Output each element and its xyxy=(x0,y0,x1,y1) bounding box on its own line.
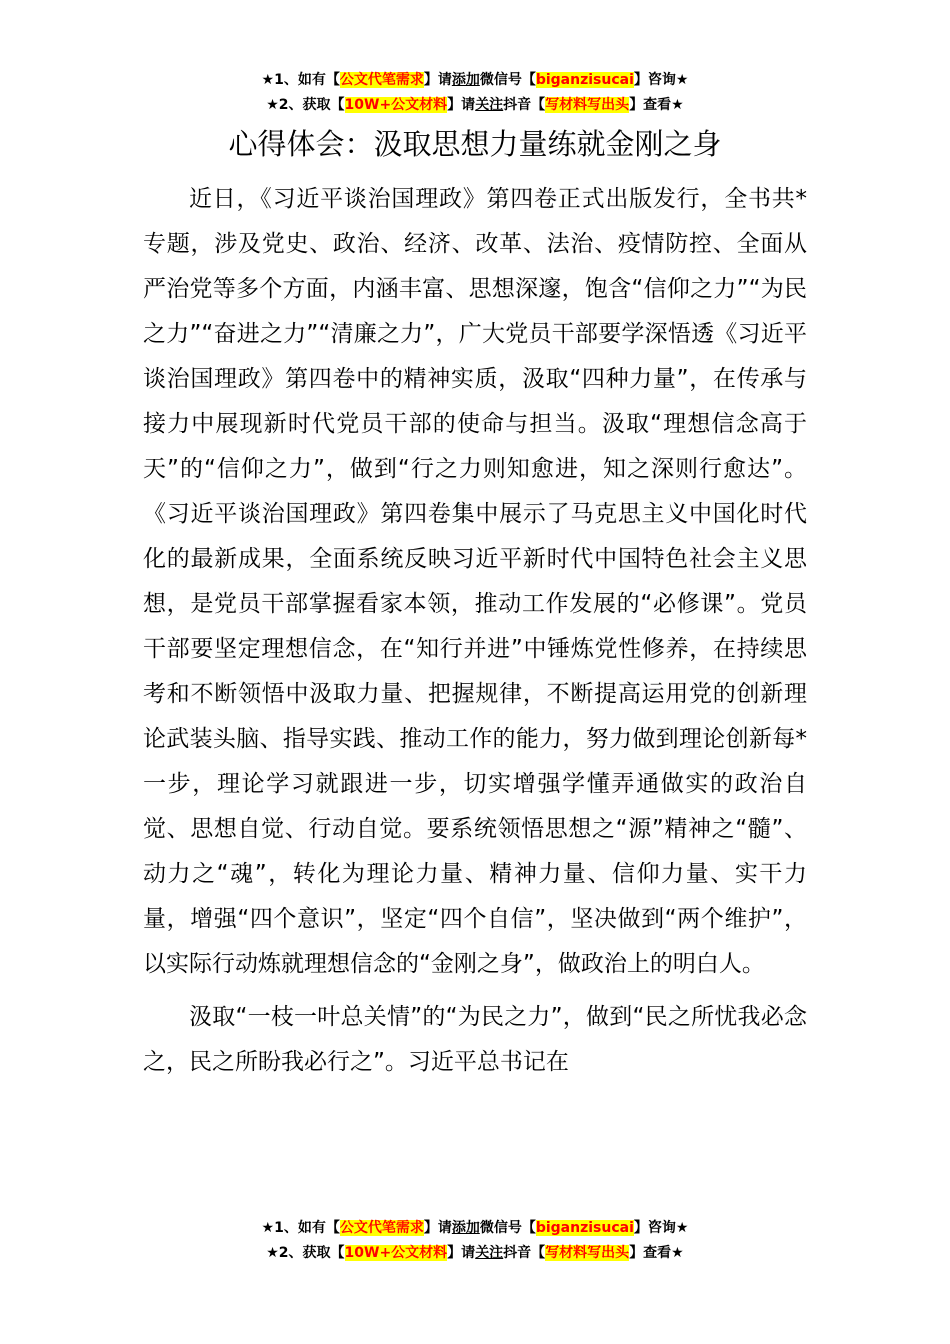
banner-text: 微信号【 xyxy=(479,1220,536,1236)
banner-highlight: 10W+公文材料 xyxy=(344,1245,448,1261)
banner-underlined: 添加 xyxy=(451,1220,480,1236)
paragraph: 近日，《习近平谈治国理政》第四卷正式出版发行，全书共*专题，涉及党史、政治、经济、改革、法治、疫情防控、全面从严治党等多个方面，内涵丰富、思想深邃，饱含“信仰之力”“为民之力”“奋进之力”“清廉之力”，广大党员干部要学深悟透《习近平谈治国理政》第四卷中的精神实质，汲取“四种力量”，在传承与接力中展现新时代党员干部的使命与担当。汲取“理想信念高于天”的“信仰之力”，做到“行之力则知愈进，知之深则行愈达”。《习近平谈治国理政》第四卷集中展示了马克思主义中国化时代化的最新成果，全面系统反映习近平新时代中国特色社会主义思想，是党员干部掌握看家本领，推动工作发展的“必修课”。党员干部要坚定理想信念，在“知行并进”中锤炼党性修养，在持续思考和不断领悟中汲取力量、把握规律，不断提高运用党的创新理论武装头脑、指导实践、推动工作的能力，努力做到理论创新每*一步，理论学习就跟进一步，切实增强学懂弄通做实的政治自觉、思想自觉、行动自觉。要系统领悟思想之“源”精神之“髓”、动力之“魂”，转化为理论力量、精神力量、信仰力量、实干力量，增强“四个意识”，坚定“四个自信”，坚决做到“两个维护”，以实际行动炼就理想信念的“金刚之身”，做政治上的明白人。 xyxy=(143,186,807,977)
banner-highlight: 写材料写出头 xyxy=(545,1245,630,1261)
document-title: 心得体会：汲取思想力量练就金刚之身 xyxy=(228,127,722,161)
banner-text: 】咨询★ xyxy=(633,1220,689,1236)
banner-highlight: biganzisucai xyxy=(535,1220,634,1236)
banner-text: 】咨询★ xyxy=(633,72,689,88)
banner-highlight: 10W+公文材料 xyxy=(344,97,448,113)
footer-banner xyxy=(0,1216,950,1266)
banner-underlined: 关注 xyxy=(475,1245,504,1261)
banner-text: ★2、获取【 xyxy=(266,1245,345,1261)
banner-highlight: 公文代笔需求 xyxy=(339,72,424,88)
banner-highlight: biganzisucai xyxy=(535,72,634,88)
banner-underlined: 关注 xyxy=(475,97,504,113)
banner-text: 】查看★ xyxy=(629,97,684,113)
banner-text: 】请 xyxy=(423,72,452,88)
banner-highlight: 写材料写出头 xyxy=(545,97,630,113)
banner-text: ★1、如有【 xyxy=(261,72,340,88)
header-banner xyxy=(0,68,950,118)
banner-text: ★1、如有【 xyxy=(261,1220,340,1236)
banner-text: ★2、获取【 xyxy=(266,97,345,113)
banner-text: 微信号【 xyxy=(479,72,536,88)
banner-text: 抖音【 xyxy=(503,97,546,113)
document-body xyxy=(143,177,807,1093)
header-banner-line-2 xyxy=(0,93,950,118)
banner-text: 】请 xyxy=(423,1220,452,1236)
banner-underlined: 添加 xyxy=(451,72,480,88)
banner-text: 】请 xyxy=(447,97,476,113)
banner-text: 】请 xyxy=(447,1245,476,1261)
header-banner-line-1 xyxy=(0,68,950,93)
banner-text: 抖音【 xyxy=(503,1245,546,1261)
banner-text: 】查看★ xyxy=(629,1245,684,1261)
footer-banner-line-2 xyxy=(0,1241,950,1266)
footer-banner-line-1 xyxy=(0,1216,950,1241)
banner-highlight: 公文代笔需求 xyxy=(339,1220,424,1236)
paragraph: 汲取“一枝一叶总关情”的“为民之力”，做到“民之所忧我必念之，民之所盼我必行之”。习近平总书记在 xyxy=(143,1004,807,1075)
